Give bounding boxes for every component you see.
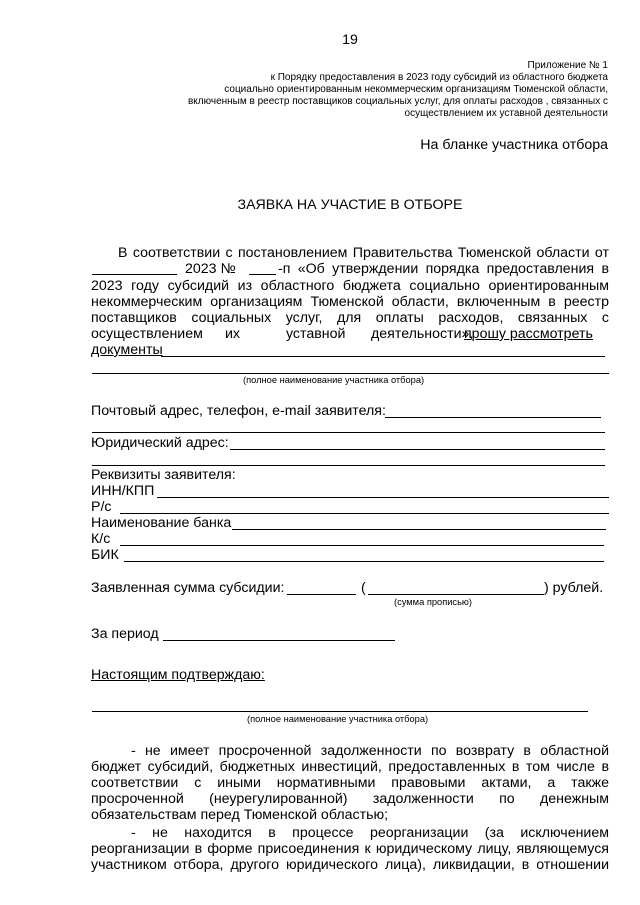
intro-word: осуществлением <box>91 326 203 342</box>
legal-address-label: Юридический адрес: <box>91 435 229 451</box>
ks-label: К/с <box>91 531 111 547</box>
appendix-line: социально ориентированным некоммерческим организациям Тюменской области, <box>224 84 608 95</box>
appendix-line: включенным в реестр поставщиков социальных услуг, для оплаты расходов , связанных с <box>187 96 608 107</box>
confirm-heading: Настоящим подтверждаю: <box>91 667 265 683</box>
subsidy-currency: ) рублей. <box>544 580 604 596</box>
rs-label: Р/с <box>91 499 112 515</box>
intro-word: деятельности», <box>371 326 474 342</box>
clause-line: просроченной (неурегулированной) задолженности по денежным <box>91 791 609 807</box>
clause-line: бюджет субсидий, бюджетных инвестиций, предоставленных в том числе в <box>91 759 609 775</box>
bik-field[interactable] <box>124 561 604 562</box>
intro-line: поставщиков социальных услуг, для оплаты расходов, связанных с <box>91 310 609 326</box>
postal-address-label: Почтовый адрес, телефон, e-mail заявителя: <box>91 403 386 419</box>
bank-name-label: Наименование банка <box>91 515 232 531</box>
rs-field[interactable] <box>120 513 609 514</box>
appendix-line: осуществлением их уставной деятельности <box>404 108 608 119</box>
page-number: 19 <box>342 32 358 48</box>
appendix-line: Приложение № 1 <box>527 60 608 71</box>
bik-label: БИК <box>91 547 119 563</box>
letterhead-note: На бланке участника отбора <box>420 137 608 153</box>
appendix-line: к Порядку предоставления в 2023 году субсидий из областного бюджета <box>270 72 608 83</box>
subsidy-caption: (сумма прописью) <box>394 597 472 607</box>
period-field[interactable] <box>163 640 395 641</box>
clause-line: - не имеет просроченной задолженности по возврату в областной <box>131 743 609 759</box>
subsidy-amount-field[interactable] <box>287 594 356 595</box>
ks-field[interactable] <box>120 545 604 546</box>
subsidy-open-paren: ( <box>361 580 366 596</box>
documents-blank[interactable] <box>161 356 605 357</box>
clause-line: реорганизации в форме присоединения к юридическому лицу, являющемуся <box>91 841 609 857</box>
full-name-line[interactable] <box>92 373 609 374</box>
inn-field[interactable] <box>157 497 609 498</box>
document-title: ЗАЯВКА НА УЧАСТИЕ В ОТБОРЕ <box>237 197 463 213</box>
legal-address-field[interactable] <box>230 449 605 450</box>
legal-address-line2[interactable] <box>92 465 605 466</box>
intro-line: документы <box>91 342 163 358</box>
intro-line: 2023 № <box>185 261 236 277</box>
number-blank[interactable] <box>249 274 276 275</box>
intro-word: их <box>225 326 241 342</box>
postal-address-field[interactable] <box>385 417 601 418</box>
intro-line: 2023 году субсидий из областного бюджета социально ориентированным <box>91 278 609 294</box>
clause-line: - не находится в процессе реорганизации (за исключением <box>131 825 609 841</box>
bank-name-field[interactable] <box>232 529 606 530</box>
intro-word: уставной <box>286 326 346 342</box>
period-label: За период <box>91 626 159 642</box>
details-heading: Реквизиты заявителя: <box>91 467 236 483</box>
clause-line: обязательствам перед Тюменской областью; <box>91 807 389 823</box>
full-name-caption-2: (полное наименование участника отбора) <box>247 714 429 724</box>
full-name-caption: (полное наименование участника отбора) <box>243 375 425 385</box>
inn-label: ИНН/КПП <box>91 483 155 499</box>
intro-line: В соответствии с постановлением Правительства Тюменской области от <box>118 245 609 261</box>
full-name-line-2[interactable] <box>92 711 588 712</box>
postal-address-line2[interactable] <box>92 432 605 433</box>
clause-line: соответствии с иными нормативными правовыми актами, а также <box>91 775 609 791</box>
intro-line: -п «Об утверждении порядка предоставления в <box>278 261 609 277</box>
subsidy-label: Заявленная сумма субсидии: <box>91 580 285 596</box>
subsidy-words-field[interactable] <box>368 594 544 595</box>
date-blank[interactable] <box>92 274 177 275</box>
intro-line: некоммерческим организациям Тюменской области, включенным в реестр <box>91 294 609 310</box>
clause-line: участником отбора, другого юридического лица), ликвидации, в отношении <box>91 857 609 873</box>
intro-underlined: прошу рассмотреть <box>464 326 593 342</box>
